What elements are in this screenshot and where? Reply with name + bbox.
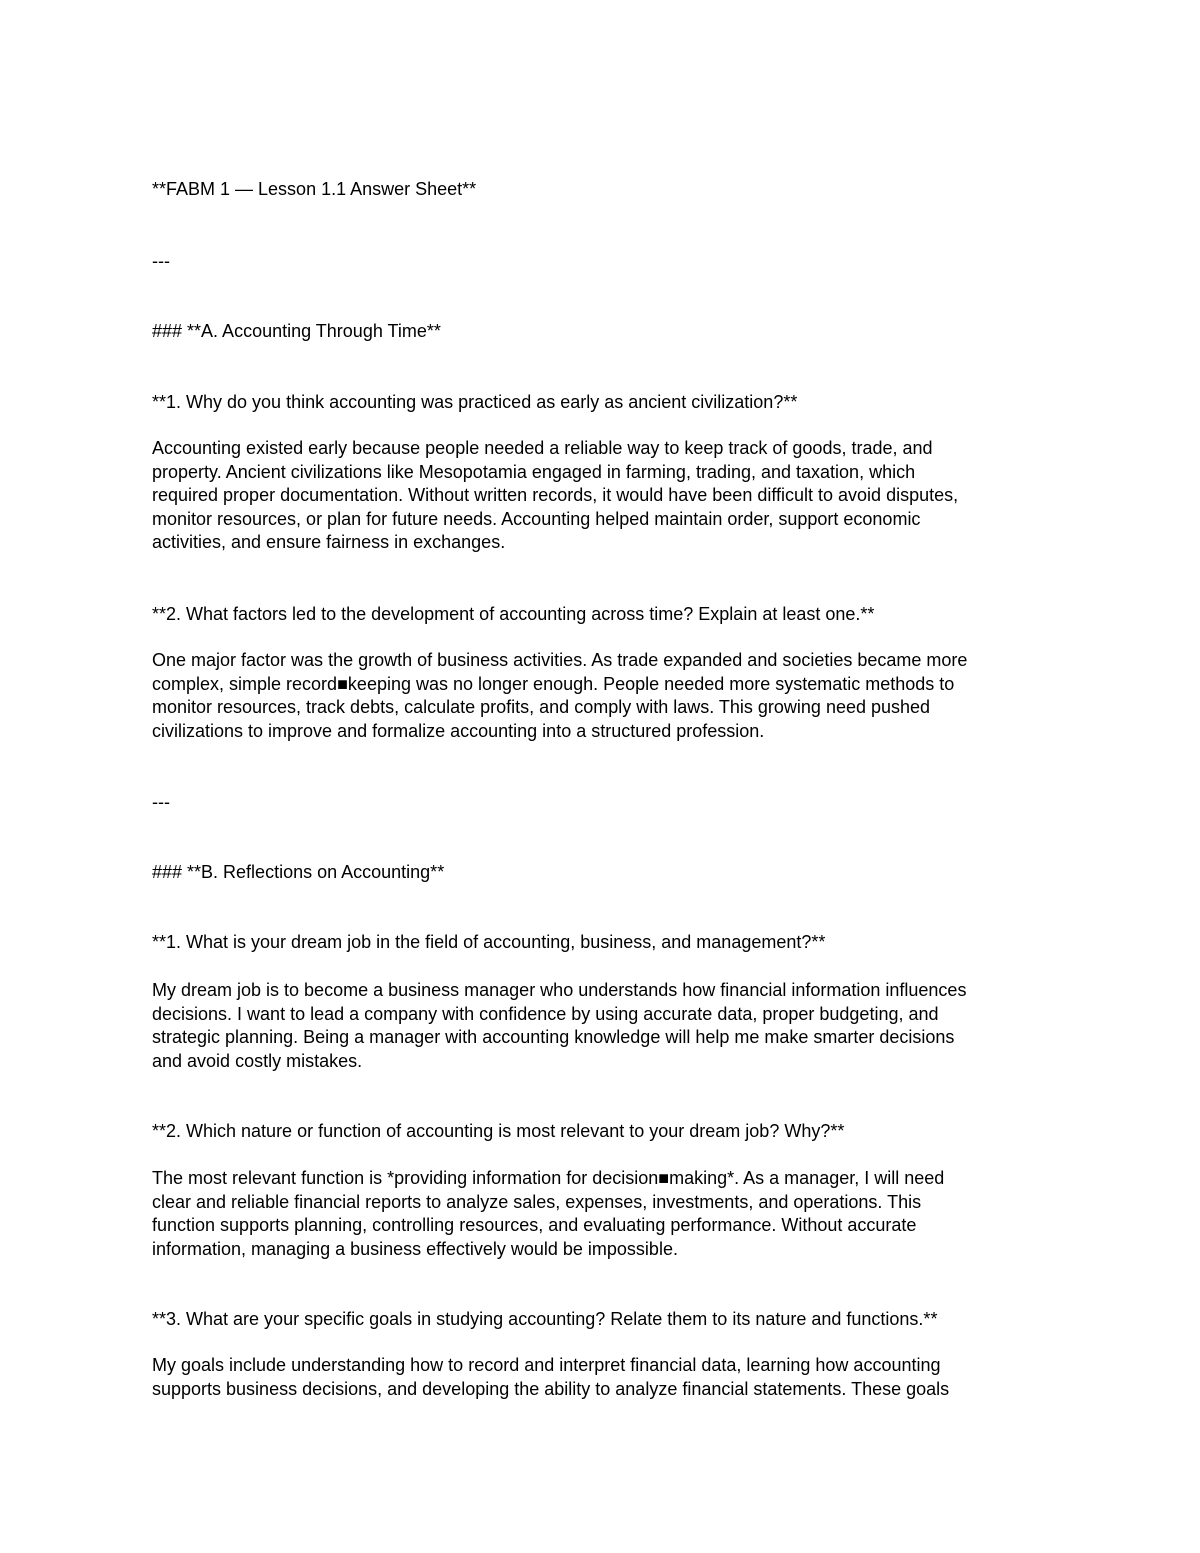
section-b-question-3: **3. What are your specific goals in studying accounting? Relate them to its nature and functions.** xyxy=(152,1309,938,1329)
divider: --- xyxy=(152,792,170,812)
answer-line: required proper documentation. Without written records, it would have been difficult to avoid disputes, xyxy=(152,485,959,505)
answer-line: activities, and ensure fairness in exchanges. xyxy=(152,532,506,552)
answer-line: function supports planning, controlling resources, and evaluating performance. Without accurate xyxy=(152,1215,917,1235)
section-b-heading: ### **B. Reflections on Accounting** xyxy=(152,862,445,882)
answer-line: information, managing a business effectively would be impossible. xyxy=(152,1238,678,1259)
answer-line: monitor resources, or plan for future needs. Accounting helped maintain order, support economic xyxy=(152,508,921,529)
section-b-answer-3 xyxy=(152,1354,1052,1401)
section-a-answer-2 xyxy=(152,649,1052,743)
answer-line: The most relevant function is *providing information for decision■making*. As a manager, I will need xyxy=(152,1168,945,1188)
answer-line: monitor resources, track debts, calculate profits, and comply with laws. This growing need pushed xyxy=(152,697,931,717)
answer-line: clear and reliable financial reports to analyze sales, expenses, investments, and operations. This xyxy=(152,1191,922,1212)
document-title: **FABM 1 — Lesson 1.1 Answer Sheet** xyxy=(152,179,477,199)
section-a-question-2: **2. What factors led to the development of accounting across time? Explain at least one.** xyxy=(152,604,875,624)
answer-line: complex, simple record■keeping was no longer enough. People needed more systematic methods to xyxy=(152,673,955,694)
answer-line: One major factor was the growth of business activities. As trade expanded and societies became more xyxy=(152,650,968,670)
section-a-question-1: **1. Why do you think accounting was practiced as early as ancient civilization?** xyxy=(152,392,798,412)
divider: --- xyxy=(152,251,170,271)
section-b-answer-1 xyxy=(152,979,1052,1073)
section-b-question-1: **1. What is your dream job in the field of accounting, business, and management?** xyxy=(152,932,826,952)
answer-line: My dream job is to become a business manager who understands how financial information influences xyxy=(152,980,967,1000)
answer-line: decisions. I want to lead a company with confidence by using accurate data, proper budgeting, and xyxy=(152,1003,939,1024)
answer-line: property. Ancient civilizations like Mesopotamia engaged in farming, trading, and taxation, which xyxy=(152,461,916,482)
section-a-heading: ### **A. Accounting Through Time** xyxy=(152,321,441,341)
answer-line: supports business decisions, and developing the ability to analyze financial statements. These goals xyxy=(152,1378,950,1399)
answer-line: and avoid costly mistakes. xyxy=(152,1050,363,1071)
section-a-answer-1 xyxy=(152,437,1052,555)
answer-line: Accounting existed early because people needed a reliable way to keep track of goods, trade, and xyxy=(152,438,933,458)
answer-line: strategic planning. Being a manager with accounting knowledge will help me make smarter decisions xyxy=(152,1027,955,1047)
answer-line: civilizations to improve and formalize accounting into a structured profession. xyxy=(152,720,765,741)
section-b-answer-2 xyxy=(152,1167,1052,1261)
section-b-question-2: **2. Which nature or function of accounting is most relevant to your dream job? Why?** xyxy=(152,1121,845,1141)
answer-line: My goals include understanding how to record and interpret financial data, learning how accounting xyxy=(152,1355,941,1375)
